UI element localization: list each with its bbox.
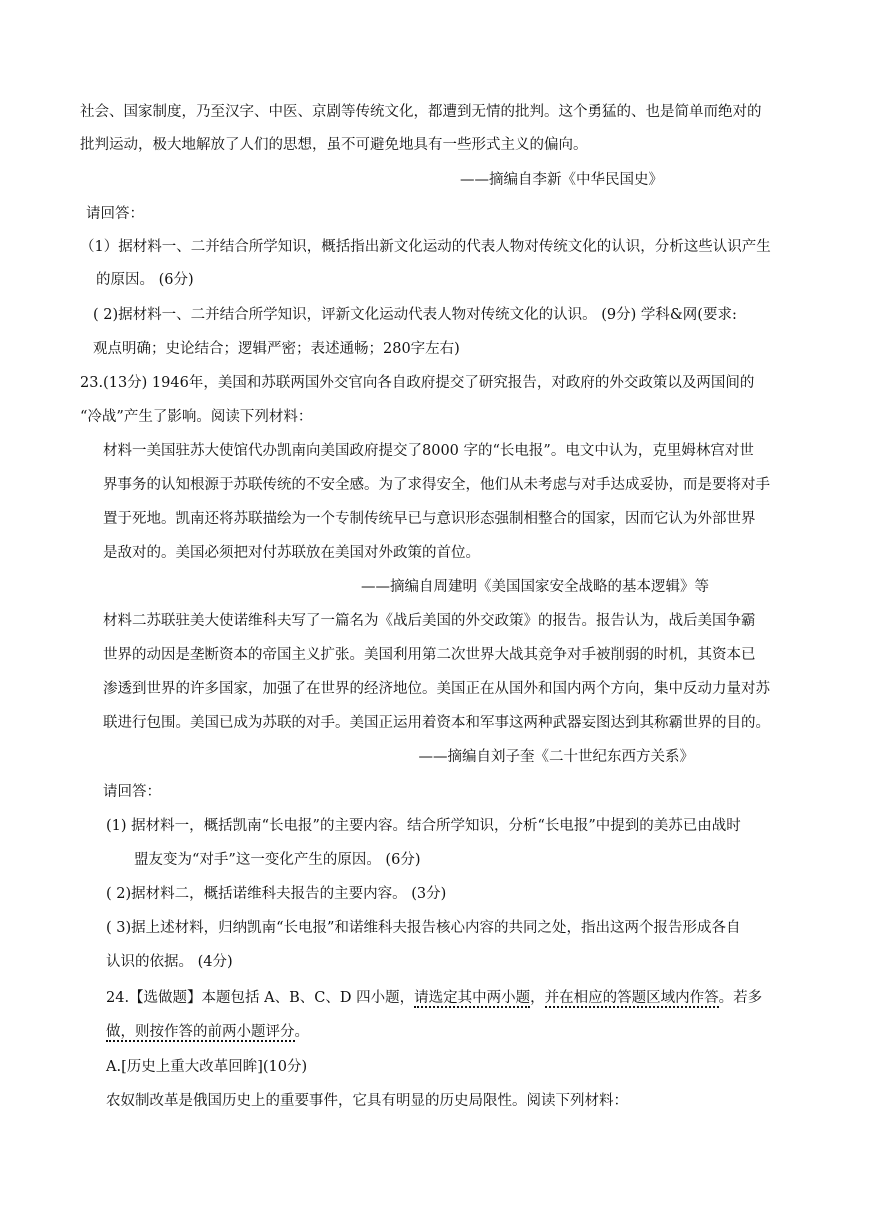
q22-part2-line-1: ( 2)据材料一、二并结合所学知识，评新文化运动代表人物对传统文化的认识。 (9分) 学科&网(要求: xyxy=(93,307,737,323)
q23-part1-line-2: 盟友变为“对手”这一变化产生的原因。 (6分) xyxy=(134,852,421,868)
intro-source: ——摘编自李新《中华民国史》 xyxy=(460,172,663,188)
q24-emphasis-grading: 做，则按作答的前两小题评分 xyxy=(106,1024,295,1040)
q23-line-1: 23.(13分) 1946年，美国和苏联两国外交官向各自政府提交了研究报告，对政府的外交政策以及两国间的 xyxy=(80,375,755,391)
q23-part3-line-2: 认识的依据。 (4分) xyxy=(106,954,233,970)
q23-material1-line-2: 界事务的认知根源于苏联传统的不安全感。为了求得安全，他们从未考虑与对手达成妥协，而是要将对手 xyxy=(103,477,770,493)
q23-part2: ( 2)据材料二，概括诺维科夫报告的主要内容。 (3分) xyxy=(106,886,447,902)
q23-material2-line-2: 世界的动因是垄断资本的帝国主义扩张。美国利用第二次世界大战其竞争对手被削弱的时机，其资本已 xyxy=(103,647,756,663)
q23-part1-line-1: (1) 据材料一，概括凯南“长电报”的主要内容。结合所学知识，分析“长电报”中提到的美苏已由战时 xyxy=(106,818,741,834)
intro-line-2: 批判运动，极大地解放了人们的思想，虽不可避免地具有一些形式主义的偏向。 xyxy=(80,137,588,153)
q24-sub-a-title: A.[历史上重大改革回眸](10分) xyxy=(106,1059,308,1075)
q23-line-2: “冷战”产生了影响。阅读下列材料： xyxy=(80,409,313,425)
q24-emphasis-answer-area: 并在相应的答题区域内作答 xyxy=(544,990,719,1006)
q23-material2-line-4: 联进行包围。美国已成为苏联的对手。美国正运用着资本和军事这两种武器妄图达到其称霸世界的目的。 xyxy=(103,715,770,731)
q23-material1-source: ——摘编自周建明《美国国家安全战略的基本逻辑》等 xyxy=(361,579,709,595)
q23-material2-source: ——摘编自刘子奎《二十世纪东西方关系》 xyxy=(418,749,694,765)
q23-material1-line-3: 置于死地。凯南还将苏联描绘为一个专制传统早已与意识形态强制相整合的国家，因而它认为外部世界 xyxy=(103,511,756,527)
intro-line-1: 社会、国家制度，乃至汉字、中医、京剧等传统文化，都遭到无情的批判。这个勇猛的、也是简单而绝对的 xyxy=(80,104,762,120)
q24-heading-line-2-end: 。 xyxy=(294,1024,309,1040)
q23-material2-line-1: 材料二苏联驻美大使诺维科夫写了一篇名为《战后美国的外交政策》的报告。报告认为，战后美国争霸 xyxy=(103,613,756,629)
q22-part1-line-1: （1）据材料一、二并结合所学知识，概括指出新文化运动的代表人物对传统文化的认识，分析这些认识产生 xyxy=(80,239,771,255)
q23-material1-line-1: 材料一美国驻苏大使馆代办凯南向美国政府提交了8000 字的“长电报”。电文中认为，克里姆林宫对世 xyxy=(103,443,754,459)
q22-part1-line-2: 的原因。 (6分) xyxy=(96,272,194,288)
q24-sub-a-intro: 农奴制改革是俄国历史上的重要事件，它具有明显的历史局限性。阅读下列材料： xyxy=(106,1093,628,1109)
q24-heading-line-1 xyxy=(106,988,762,1008)
q22-part2-line-2: 观点明确；史论结合；逻辑严密；表述通畅；280字左右) xyxy=(93,341,460,357)
q24-heading-line-2 xyxy=(106,1022,309,1042)
q23-ask: 请回答： xyxy=(103,784,161,800)
q24-heading-start: 24.【选做题】本题包括 A、B、C、D 四小题， xyxy=(106,990,415,1006)
q24-heading-comma: ， xyxy=(530,990,545,1006)
q23-material1-line-4: 是敌对的。美国必须把对付苏联放在美国对外政策的首位。 xyxy=(103,545,480,561)
q23-material2-line-3: 渗透到世界的许多国家，加强了在世界的经济地位。美国正在从国外和国内两个方向，集中反动力量对苏 xyxy=(103,681,770,697)
q24-heading-end: 。若多 xyxy=(718,990,763,1006)
q22-ask: 请回答： xyxy=(86,206,144,222)
q24-emphasis-choose: 请选定其中两小题 xyxy=(414,990,531,1006)
q23-part3-line-1: ( 3)据上述材料，归纳凯南“长电报”和诺维科夫报告核心内容的共同之处，指出这两个报告形成各自 xyxy=(106,920,741,936)
